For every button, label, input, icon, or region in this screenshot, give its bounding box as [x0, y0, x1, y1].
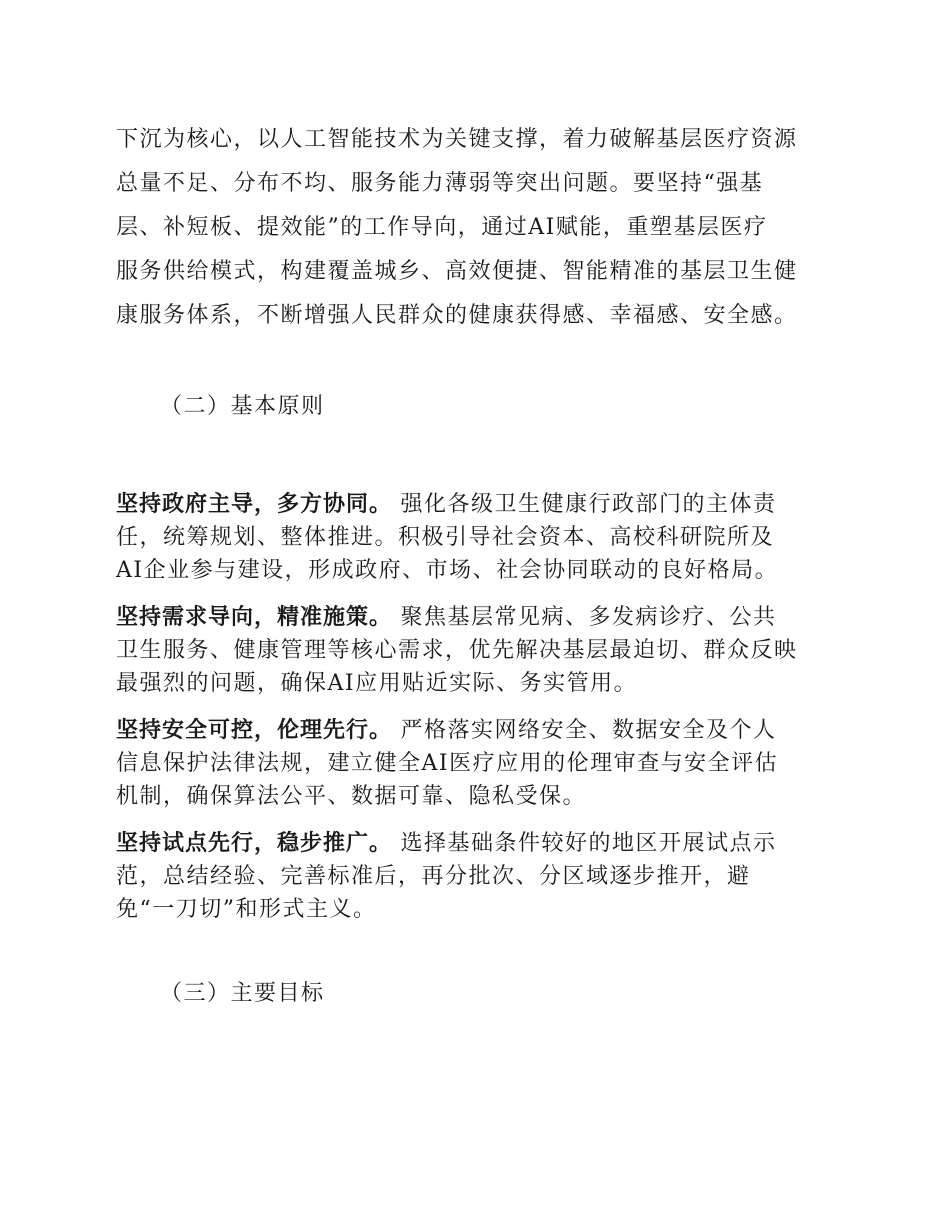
principle-lead: 坚持试点先行，稳步推广。 [116, 831, 393, 856]
principle-lead: 坚持安全可控，伦理先行。 [116, 718, 393, 743]
principle-lead: 坚持政府主导，多方协同。 [116, 492, 393, 517]
principle-text: 选择基础条件较好的地区开展试点示 [392, 831, 777, 856]
principle-lead: 坚持需求导向，精准施策。 [116, 605, 393, 630]
intro-line: 服务供给模式，构建覆盖城乡、高效便捷、智能精准的基层卫生健 [116, 259, 798, 284]
principle-text: 卫生服务、健康管理等核心需求，优先解决基层最迫切、群众反映 [116, 638, 798, 663]
principle-text: 任，统筹规划、整体推进。积极引导社会资本、高校科研院所及 [116, 525, 775, 550]
principle-text: AI企业参与建设，形成政府、市场、社会协同联动的良好格局。 [116, 558, 779, 583]
principle-text: 机制，确保算法公平、数据可靠、隐私受保。 [116, 784, 587, 809]
principle-text: 最强烈的问题，确保AI应用贴近实际、务实管用。 [116, 671, 638, 696]
intro-line: 下沉为核心，以人工智能技术为关键支撑，着力破解基层医疗资源 [116, 127, 798, 152]
principles-list [116, 488, 840, 940]
principle-text: 强化各级卫生健康行政部门的主体责 [392, 492, 777, 517]
principle-item [116, 827, 840, 926]
intro-line: 康服务体系，不断增强人民群众的健康获得感、幸福感、安全感。 [116, 303, 798, 328]
intro-paragraph [116, 118, 840, 338]
section-heading-goals: （三）主要目标 [160, 981, 325, 1006]
principle-item [116, 488, 840, 587]
intro-line: 层、补短板、提效能”的工作导向，通过AI赋能，重塑基层医疗 [116, 215, 768, 240]
principle-item [116, 601, 840, 700]
principle-text: 免“一刀切”和形式主义。 [116, 897, 377, 922]
intro-line: 总量不足、分布不均、服务能力薄弱等突出问题。要坚持“强基 [116, 171, 764, 196]
principle-text: 严格落实网络安全、数据安全及个人 [392, 718, 777, 743]
principle-item [116, 714, 840, 813]
section-heading-principles: （二）基本原则 [160, 394, 325, 419]
principle-text: 范，总结经验、完善标准后，再分批次、分区域逐步推开，避 [116, 864, 751, 889]
principle-text: 信息保护法律法规，建立健全AI医疗应用的伦理审查与安全评估 [116, 751, 779, 776]
principle-text: 聚焦基层常见病、多发病诊疗、公共 [392, 605, 777, 630]
